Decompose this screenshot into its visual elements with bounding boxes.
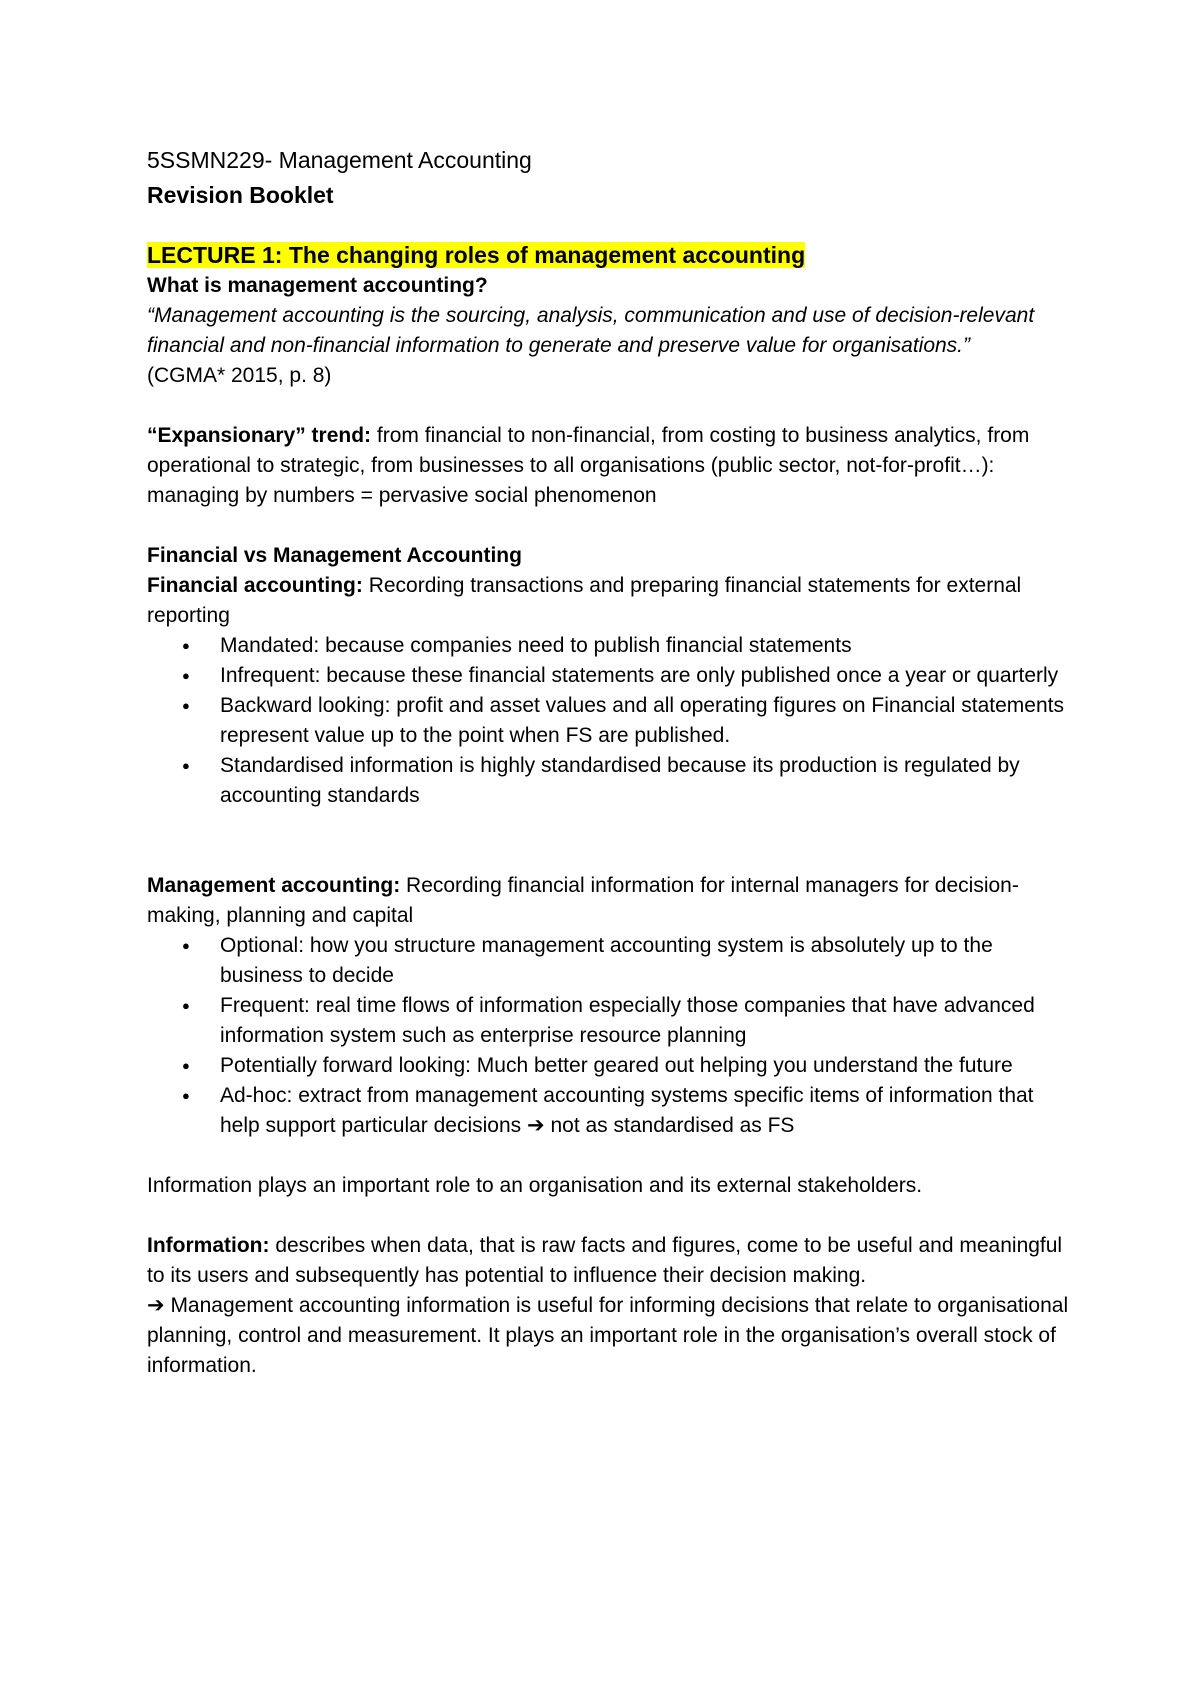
- list-item: ● Mandated: because companies need to publish financial statements: [220, 631, 1077, 661]
- booklet-subtitle: Revision Booklet: [147, 182, 334, 208]
- list-item: ● Optional: how you structure management accounting system is absolutely up to the business to decide: [220, 931, 1077, 991]
- comparison-section-title: Financial vs Management Accounting: [147, 544, 522, 567]
- management-accounting-label: Management accounting:: [147, 874, 401, 897]
- information-conclusion-paragraph: [147, 1291, 1077, 1381]
- financial-accounting-paragraph: [147, 571, 1077, 631]
- adhoc-tail: not as standardised as FS: [544, 1114, 795, 1137]
- expansionary-trend-label: “Expansionary” trend:: [147, 424, 372, 447]
- list-item: ● Backward looking: profit and asset values and all operating figures on Financial statements represent value up to the point when FS are published.: [220, 691, 1077, 751]
- definition-question: What is management accounting?: [147, 274, 488, 297]
- lecture-heading: [147, 239, 1077, 271]
- expansionary-trend-text: from financial to non-financial, from costing to business analytics, from operational to strategic, from businesses to all organisations (public sector, not-for-profit…): managing by numbers = pervasive social phenomenon: [147, 424, 1030, 507]
- arrow-right-icon: ➔: [147, 1294, 165, 1317]
- definition-quote: “Management accounting is the sourcing, analysis, communication and use of decision-relevant financial and non-financial information to generate and preserve value for organisations.”: [147, 304, 1035, 357]
- information-text: describes when data, that is raw facts and figures, come to be useful and meaningful to its users and subsequently has potential to influence their decision making.: [147, 1234, 1063, 1287]
- information-conclusion: Management accounting information is useful for informing decisions that relate to organisational planning, control and measurement. It plays an important role in the organisation’s overall stock of information.: [147, 1294, 1069, 1377]
- list-item: ● Infrequent: because these financial statements are only published once a year or quarterly: [220, 661, 1077, 691]
- course-title: 5SSMN229- Management Accounting: [147, 147, 532, 173]
- definition-citation: (CGMA* 2015, p. 8): [147, 364, 332, 387]
- list-item: ● Potentially forward looking: Much better geared out helping you understand the future: [220, 1051, 1077, 1081]
- management-accounting-text: Recording financial information for internal managers for decision-making, planning and capital: [147, 874, 1019, 927]
- information-label: Information:: [147, 1234, 270, 1257]
- document-page: [147, 143, 1077, 1381]
- list-item: ● Frequent: real time flows of information especially those companies that have advanced information system such as enterprise resource planning: [220, 991, 1077, 1051]
- lecture-heading-highlight: LECTURE 1: The changing roles of management accounting: [147, 242, 806, 268]
- arrow-right-icon: ➔: [527, 1114, 545, 1137]
- financial-accounting-label: Financial accounting:: [147, 574, 363, 597]
- information-statement: Information plays an important role to an organisation and its external stakeholders.: [147, 1174, 923, 1197]
- expansionary-trend-paragraph: [147, 421, 1077, 511]
- adhoc-text: Ad-hoc: extract from management accounting systems specific items of information that help support particular decisions: [220, 1084, 1034, 1137]
- financial-accounting-text: Recording transactions and preparing financial statements for external reporting: [147, 574, 1022, 627]
- list-item: [220, 1081, 1077, 1141]
- management-accounting-paragraph: [147, 871, 1077, 931]
- information-definition-paragraph: [147, 1231, 1077, 1291]
- financial-accounting-bullets: [147, 631, 1077, 811]
- list-item: ● Standardised information is highly standardised because its production is regulated by accounting standards: [220, 751, 1077, 811]
- management-accounting-bullets: [147, 931, 1077, 1141]
